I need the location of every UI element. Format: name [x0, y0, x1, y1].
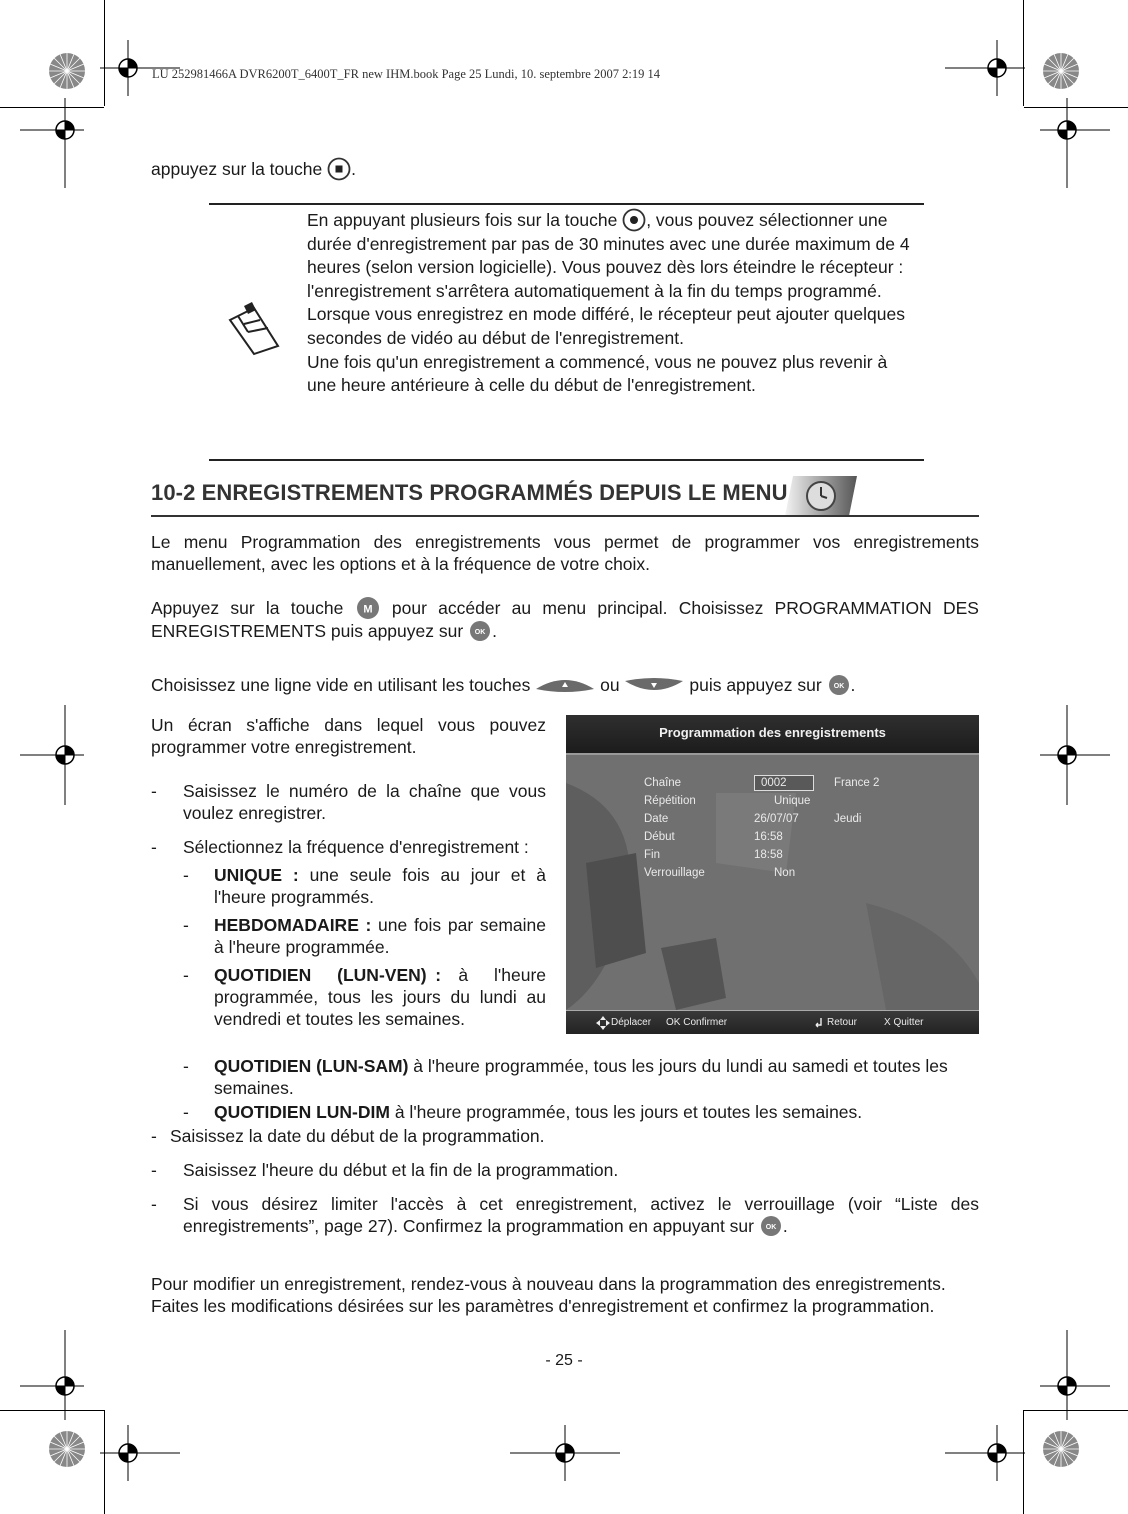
sub-list-item: - QUOTIDIEN (LUN-SAM) à l'heure programmée, tous les jours du lundi au samedi et toutes les semaines. — [183, 1056, 948, 1098]
registration-mark-icon — [510, 1425, 620, 1481]
p3-press: puis appuyez sur — [689, 675, 822, 695]
tv-field-label: Répétition — [644, 795, 696, 807]
freq-weekly-label: HEBDOMADAIRE : — [214, 915, 372, 935]
p3-or: ou — [600, 675, 620, 695]
p2-start: Appuyez sur la touche — [151, 598, 344, 618]
svg-text:OK: OK — [474, 628, 486, 636]
registration-mark-icon — [100, 1425, 180, 1481]
instruction-list — [151, 780, 551, 1030]
section-rule — [151, 515, 979, 517]
intro-text: appuyez sur la touche — [151, 159, 323, 179]
section-title-text: 10-2 ENREGISTREMENTS PROGRAMMÉS DEPUIS LE MENU — [151, 480, 788, 505]
freq-mon-sun-label: QUOTIDIEN LUN-DIM — [214, 1102, 390, 1122]
list-item: - Si vous désirez limiter l'accès à cet enregistrement, activez le verrouillage (voir “Liste des enregistrements”, page 27). Confirmez la programmation en appuyant sur OK . — [151, 1194, 979, 1236]
sub-list-text: à l'heure programmée, tous les jours et toutes les semaines. — [389, 1102, 863, 1122]
registration-mark-icon — [945, 40, 1025, 96]
p3-end: . — [850, 675, 856, 695]
back-arrow-icon — [813, 1017, 823, 1028]
note-paragraph-2: Lorsque vous enregistrez en mode différé, le récepteur peut ajouter quelques secondes de vidéo au début de l'enregistrement. — [307, 304, 905, 348]
day-name: Jeudi — [834, 813, 862, 825]
up-arrow-button-icon — [535, 675, 595, 695]
svg-text:OK: OK — [833, 682, 844, 690]
registration-mark-icon — [20, 705, 84, 805]
intro-line — [151, 158, 979, 181]
sub-list-text: une fois par semaine à l'heure programmée. — [214, 915, 546, 957]
list-item-text: Sélectionnez la fréquence d'enregistrement : — [183, 837, 529, 857]
p3-start: Choisissez une ligne vide en utilisant les touches — [151, 675, 531, 695]
record-button-icon — [622, 208, 646, 232]
note-clipboard-icon — [224, 298, 282, 356]
ok-button-icon — [827, 674, 851, 696]
list-item: - Saisissez l'heure du début et la fin de la programmation. — [151, 1160, 619, 1180]
tv-footer — [566, 1010, 979, 1034]
starburst-target-icon — [48, 52, 86, 90]
paragraph-menu-intro: Le menu Programmation des enregistrements vous permet de programmer vos enregistrements manuellement, avec les options et à la fréquence de votre choix. — [151, 532, 979, 574]
footer-confirm: OK Confirmer — [666, 1017, 728, 1028]
paragraph-access-menu — [151, 597, 979, 642]
note-paragraph-1 — [307, 209, 917, 303]
list-item: - Saisissez le numéro de la chaîne que vous voulez enregistrer. — [151, 781, 546, 823]
ok-button-icon — [759, 1215, 783, 1237]
list-item-end: . — [782, 1216, 788, 1236]
book-header: LU 252981466A DVR6200T_6400T_FR new IHM.book Page 25 Lundi, 10. septembre 2007 2:19 14 — [152, 67, 660, 81]
ok-button-icon — [468, 620, 492, 642]
tv-field-label: Début — [644, 831, 675, 843]
freq-mon-sat-label: QUOTIDIEN (LUN-SAM) — [214, 1056, 409, 1076]
end-time-value[interactable]: 18:58 — [754, 849, 783, 861]
registration-mark-icon — [1040, 1330, 1110, 1420]
move-arrows-icon — [596, 1016, 610, 1030]
paragraph-screen-appears: Un écran s'affiche dans lequel vous pouvez programmer votre enregistrement. — [151, 715, 546, 757]
tv-field-label: Chaîne — [644, 777, 682, 789]
menu-button-icon — [355, 596, 381, 620]
footer-back: Retour — [827, 1017, 858, 1028]
page-number: - 25 - — [545, 1352, 583, 1369]
registration-mark-icon — [20, 98, 84, 188]
footer-move: Déplacer — [611, 1017, 652, 1028]
repetition-value[interactable]: Unique — [774, 795, 811, 807]
note-text — [307, 209, 917, 398]
svg-text:M: M — [363, 603, 373, 616]
tv-title: Programmation des enregistrements — [659, 725, 886, 740]
sub-list-item: - UNIQUE : une seule fois au jour et à l'heure programmés. — [183, 865, 546, 907]
stop-button-icon — [327, 157, 351, 181]
freq-unique-label: UNIQUE : — [214, 865, 299, 885]
sub-list-text: à l'heure programmée, tous les jours du lundi au vendredi et toutes les semaines. — [214, 965, 551, 1029]
list-item: - Sélectionnez la fréquence d'enregistrement : — [151, 837, 529, 857]
channel-number-field[interactable] — [754, 775, 814, 791]
footer-quit: X Quitter — [884, 1017, 924, 1028]
sub-list-text: une seule fois au jour et à l'heure programmés. — [214, 865, 546, 907]
registration-mark-icon — [20, 1330, 84, 1420]
freq-mon-fri-label: QUOTIDIEN (LUN-VEN) : — [214, 965, 442, 985]
section-title — [151, 480, 788, 506]
note-p1-start: En appuyant plusieurs fois sur la touche — [307, 210, 618, 230]
tv-field-label: Verrouillage — [644, 867, 705, 879]
p2-end: . — [492, 620, 497, 641]
channel-name: France 2 — [834, 777, 880, 789]
note-p1-end: , vous pouvez sélectionner une durée d'enregistrement par pas de 30 minutes avec une durée maximum de 4 heures (selon version logicielle). Vous pouvez dès lors éteindre le récepteur : l'enregistrement s'arrêtera automatiquement à la fin du temps programmé. — [307, 210, 910, 301]
starburst-target-icon — [48, 1430, 86, 1468]
list-item: - Saisissez la date du début de la programmation. — [151, 1126, 545, 1146]
tv-screenshot — [566, 715, 979, 1034]
sub-list-item: - QUOTIDIEN (LUN-VEN) : à l'heure programmée, tous les jours du lundi au vendredi et toutes les semaines. — [183, 965, 551, 1029]
sub-list-text: à l'heure programmée, tous les jours du lundi au samedi et toutes les semaines. — [214, 1056, 948, 1098]
channel-number-value: 0002 — [761, 777, 787, 789]
tv-field-label: Date — [644, 813, 669, 825]
registration-mark-icon — [1040, 98, 1110, 188]
closing-paragraph: Pour modifier un enregistrement, rendez-vous à nouveau dans la programmation des enregistrements. Faites les modifications désirées sur les paramètres d'enregistrement et confirmez la programmation. — [151, 1274, 946, 1316]
p2-middle: pour accéder au menu principal. Choisissez PROGRAMMATION DES ENREGISTREMENTS puis appuyez sur — [151, 598, 979, 641]
list-item-text: Saisissez le numéro de la chaîne que vous voulez enregistrer. — [183, 781, 546, 823]
paragraph-choose-line — [151, 674, 979, 696]
registration-mark-icon — [1040, 705, 1110, 805]
instruction-list-continued — [151, 1055, 979, 1237]
date-value[interactable]: 26/07/07 — [754, 813, 799, 825]
starburst-target-icon — [1042, 52, 1080, 90]
list-item-text: Si vous désirez limiter l'accès à cet enregistrement, activez le verrouillage (voir “Liste des enregistrements”, page 27). Confirmez la programmation en appuyant sur — [183, 1194, 979, 1236]
note-paragraph-3: Une fois qu'un enregistrement a commencé, vous ne pouvez plus revenir à une heure antérieure à celle du début de l'enregistrement. — [307, 351, 888, 396]
gear-background-icon — [566, 753, 979, 1010]
sub-list-item: - HEBDOMADAIRE : une fois par semaine à l'heure programmée. — [183, 915, 546, 957]
down-arrow-button-icon — [624, 675, 684, 695]
clock-icon — [785, 476, 857, 516]
list-item-text: Saisissez la date du début de la programmation. — [170, 1126, 545, 1146]
intro-end: . — [351, 159, 356, 179]
sub-list-item: - QUOTIDIEN LUN-DIM à l'heure programmée, tous les jours et toutes les semaines. — [183, 1102, 863, 1122]
tv-title-bar — [566, 715, 979, 755]
start-time-value[interactable]: 16:58 — [754, 831, 783, 843]
tv-field-label: Fin — [644, 849, 660, 861]
lock-value[interactable]: Non — [774, 867, 796, 879]
starburst-target-icon — [1042, 1430, 1080, 1468]
registration-mark-icon — [945, 1425, 1025, 1481]
list-item-text: Saisissez l'heure du début et la fin de la programmation. — [183, 1160, 619, 1180]
svg-text:OK: OK — [765, 1223, 777, 1231]
